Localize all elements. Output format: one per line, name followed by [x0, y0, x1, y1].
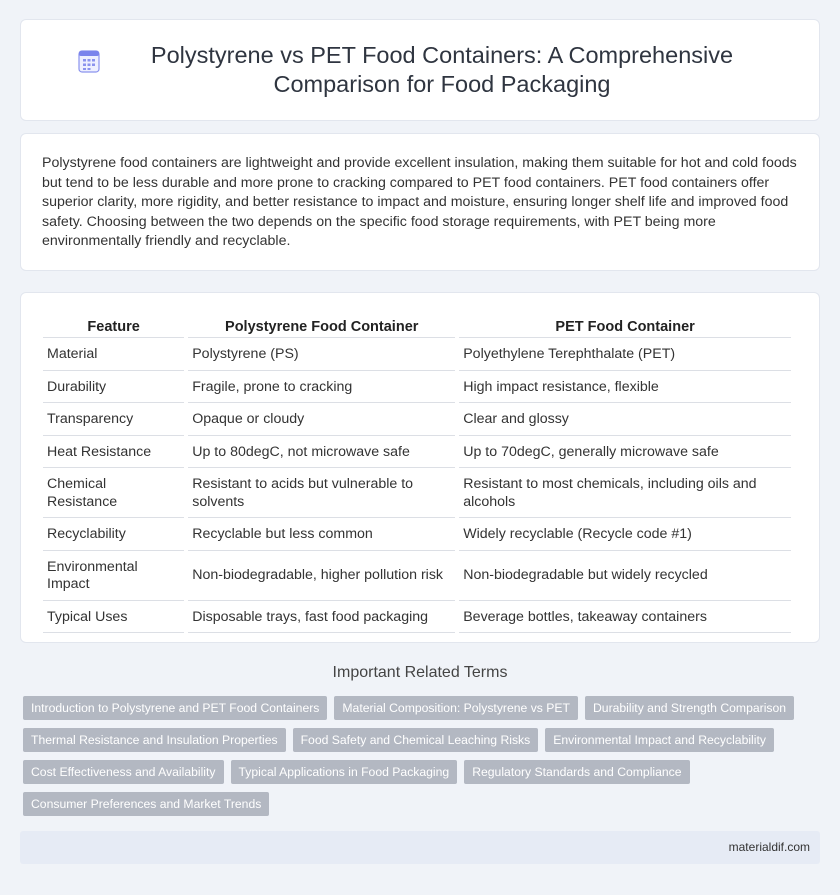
feature-cell: Recyclability — [43, 520, 184, 551]
feature-cell: Typical Uses — [43, 603, 184, 634]
feature-cell: Durability — [43, 373, 184, 404]
related-terms-title: Important Related Terms — [332, 664, 508, 681]
column-header: Feature — [43, 315, 184, 338]
polystyrene-cell: Up to 80degC, not microwave safe — [188, 438, 455, 469]
polystyrene-cell: Non-biodegradable, higher pollution risk — [188, 553, 455, 601]
related-term-tag[interactable]: Environmental Impact and Recyclability — [545, 728, 774, 752]
related-term-tag[interactable]: Consumer Preferences and Market Trends — [23, 792, 269, 816]
pet-cell: Polyethylene Terephthalate (PET) — [459, 340, 791, 371]
table-row — [43, 553, 791, 601]
related-term-tag[interactable]: Food Safety and Chemical Leaching Risks — [293, 728, 539, 752]
table-row — [43, 470, 791, 518]
pet-cell: Up to 70degC, generally microwave safe — [459, 438, 791, 469]
related-term-tag[interactable]: Material Composition: Polystyrene vs PET — [334, 696, 578, 720]
table-header-row — [43, 315, 791, 338]
footer — [20, 831, 820, 864]
related-term-tag[interactable]: Cost Effectiveness and Availability — [23, 760, 224, 784]
polystyrene-cell: Resistant to acids but vulnerable to solvents — [188, 470, 455, 518]
feature-cell: Material — [43, 340, 184, 371]
header-card — [20, 19, 820, 121]
pet-cell: High impact resistance, flexible — [459, 373, 791, 404]
related-term-tag[interactable]: Regulatory Standards and Compliance — [464, 760, 689, 784]
polystyrene-cell: Polystyrene (PS) — [188, 340, 455, 371]
feature-cell: Heat Resistance — [43, 438, 184, 469]
pet-cell: Non-biodegradable but widely recycled — [459, 553, 791, 601]
related-term-tag[interactable]: Typical Applications in Food Packaging — [231, 760, 458, 784]
table-row — [43, 340, 791, 371]
document-icon — [78, 49, 100, 73]
feature-cell: Transparency — [43, 405, 184, 436]
pet-cell: Resistant to most chemicals, including oils and alcohols — [459, 470, 791, 518]
pet-cell: Clear and glossy — [459, 405, 791, 436]
intro-card — [20, 133, 820, 271]
table-row — [43, 438, 791, 469]
table-row — [43, 373, 791, 404]
polystyrene-cell: Recyclable but less common — [188, 520, 455, 551]
related-term-tag[interactable]: Durability and Strength Comparison — [585, 696, 794, 720]
column-header: Polystyrene Food Container — [188, 315, 455, 338]
polystyrene-cell: Fragile, prone to cracking — [188, 373, 455, 404]
polystyrene-cell: Opaque or cloudy — [188, 405, 455, 436]
column-header: PET Food Container — [459, 315, 791, 338]
table-row — [43, 520, 791, 551]
table-row — [43, 603, 791, 634]
pet-cell: Widely recyclable (Recycle code #1) — [459, 520, 791, 551]
feature-cell: Chemical Resistance — [43, 470, 184, 518]
pet-cell: Beverage bottles, takeaway containers — [459, 603, 791, 634]
polystyrene-cell: Disposable trays, fast food packaging — [188, 603, 455, 634]
related-term-tag[interactable]: Introduction to Polystyrene and PET Food Containers — [23, 696, 327, 720]
header-inner — [78, 41, 762, 99]
related-terms-list — [23, 696, 813, 824]
footer-site-link[interactable]: materialdif.com — [728, 840, 810, 854]
table-row — [43, 405, 791, 436]
page-title: Polystyrene vs PET Food Containers: A Comprehensive Comparison for Food Packaging — [150, 42, 734, 97]
intro-paragraph: Polystyrene food containers are lightweight and provide excellent insulation, making them suitable for hot and cold foods but tend to be less durable and more prone to cracking compared to PET food containers. PET food containers offer superior clarity, more rigidity, and better resistance to impact and moisture, ensuring longer shelf life and improved food safety. Choosing between the two depends on the specific food storage requirements, with PET being more environmentally friendly and recyclable. — [42, 155, 797, 249]
comparison-table-card — [20, 292, 820, 643]
comparison-table — [39, 313, 795, 635]
feature-cell: Environmental Impact — [43, 553, 184, 601]
related-term-tag[interactable]: Thermal Resistance and Insulation Properties — [23, 728, 286, 752]
